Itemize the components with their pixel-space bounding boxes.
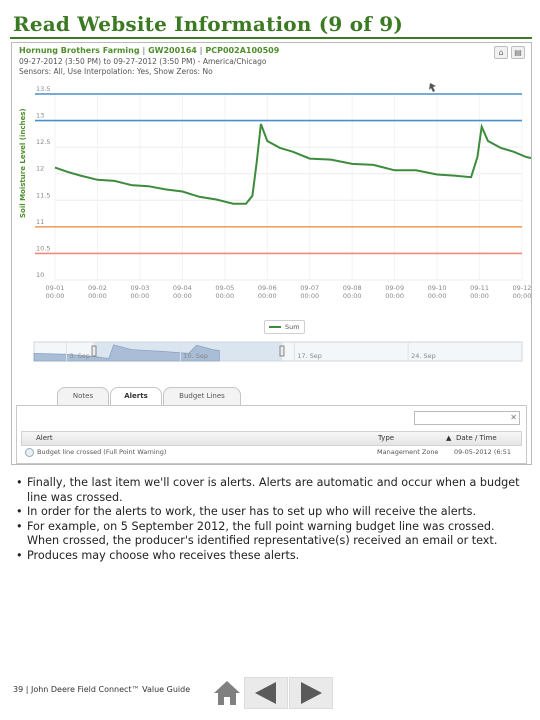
table-row[interactable] [21,446,520,459]
y-tick-label: 13 [36,111,45,120]
alert-datetime: 09-05-2012 (6:51 [454,448,511,456]
alerts-table-header [21,431,522,446]
legend-swatch-sum [269,326,281,328]
clear-icon[interactable]: ✕ [510,413,517,422]
bullet-list [16,476,528,563]
y-axis-label: Soil Moisture Level (inches) [19,108,27,218]
bullet-item: • Produces may choose who receives these alerts. [16,549,528,564]
bullet-item: • In order for the alerts to work, the user has to set up who will receive the alerts. [16,505,528,520]
navigator-label: 17. Sep [297,352,322,360]
legend-label-sum: Sum [285,323,300,331]
x-tick-date: 09-03 [130,284,150,292]
column-alert[interactable]: Alert [36,434,53,442]
sensor-settings: Sensors: All, Use Interpolation: Yes, Show Zeros: No [19,67,213,76]
y-tick-label: 10 [36,271,45,279]
x-tick-date: 09-10 [427,284,447,292]
y-tick-label: 11 [36,217,45,226]
date-range: 09-27-2012 (3:50 PM) to 09-27-2012 (3:50 PM) - America/Chicago [19,57,267,66]
x-tick-time: 00:00 [257,292,277,300]
x-tick-date: 09-09 [385,284,405,292]
x-tick-date: 09-06 [257,284,277,292]
x-tick-time: 00:00 [130,292,150,300]
y-tick-label: 12 [36,164,45,173]
navigator-label: 24. Sep [411,352,436,360]
bullet-item: • For example, on 5 September 2012, the full point warning budget line was crossed. When crossed, the producer's identified representative(s) received an email or text. [16,520,528,549]
probe-header: Hornung Brothers Farming | GW200164 | PCP002A100509 [19,46,280,55]
x-tick-date: 09-07 [300,284,320,292]
row-select-radio[interactable] [25,448,34,457]
chart-gridlines [55,94,522,280]
next-nav-button[interactable] [289,677,333,709]
column-type[interactable]: Type [378,434,395,442]
x-tick-date: 09-12 [512,284,531,292]
x-tick-date: 09-02 [88,284,107,292]
chart-navigator[interactable] [34,342,522,361]
x-tick-time: 00:00 [512,292,531,300]
farm-name[interactable]: Hornung Brothers Farming [19,46,140,55]
y-axis-ticks [36,85,50,279]
x-tick-time: 00:00 [215,292,235,300]
website-screenshot [11,42,532,465]
sort-asc-icon[interactable]: ▲ [446,434,452,442]
tab-notes[interactable]: Notes [57,387,109,405]
station-id[interactable]: GW200164 [148,46,197,55]
print-icon[interactable]: ▤ [511,46,525,59]
x-tick-time: 00:00 [88,292,107,300]
y-tick-label: 13.5 [36,85,51,93]
next-icon [290,678,332,708]
bullet-item: • Finally, the last item we'll cover is alerts. Alerts are automatic and occur when a budget line was crossed. [16,476,528,505]
zoom-reset-icon[interactable] [429,83,436,92]
y-tick-label: 11.5 [36,191,51,200]
alerts-search-input[interactable] [414,411,520,425]
column-date-time[interactable]: Date / Time [456,434,497,442]
alert-name: Budget line crossed (Full Point Warning) [37,448,167,456]
y-tick-label: 12.5 [36,138,51,147]
x-tick-time: 00:00 [427,292,447,300]
chart-legend[interactable] [264,320,305,334]
x-tick-date: 09-11 [470,284,489,292]
alerts-panel [16,405,527,464]
navigator-label: 10. Sep [183,352,209,360]
x-tick-date: 09-01 [45,284,65,292]
tab-alerts[interactable]: Alerts [110,387,162,406]
navigator-handle[interactable] [280,346,284,356]
x-tick-time: 00:00 [45,292,65,300]
x-tick-time: 00:00 [300,292,320,300]
title-divider [10,37,532,39]
navigator-handle[interactable] [92,346,96,356]
home-nav-button[interactable] [211,677,243,709]
slide-title: Read Website Information (9 of 9) [13,12,403,36]
x-tick-date: 09-08 [342,284,362,292]
alert-type: Management Zone [377,448,439,456]
x-tick-time: 00:00 [470,292,489,300]
x-tick-date: 09-04 [172,284,192,292]
y-tick-label: 10.5 [36,244,51,253]
probe-id[interactable]: PCP002A100509 [205,46,280,55]
home-icon[interactable]: ⌂ [494,46,508,59]
home-icon [211,677,243,709]
previous-nav-button[interactable] [244,677,288,709]
x-axis-ticks [46,284,531,300]
previous-icon [245,678,287,708]
x-tick-time: 00:00 [172,292,192,300]
x-tick-date: 09-05 [215,284,235,292]
tab-budget-lines[interactable]: Budget Lines [163,387,241,405]
page-footer: 39 | John Deere Field Connect™ Value Guide [13,685,191,694]
x-tick-time: 00:00 [342,292,362,300]
series-line-sum [55,124,531,204]
navigator-label: 3. Sep [69,352,91,360]
x-tick-time: 00:00 [385,292,405,300]
soil-moisture-chart [12,43,531,388]
